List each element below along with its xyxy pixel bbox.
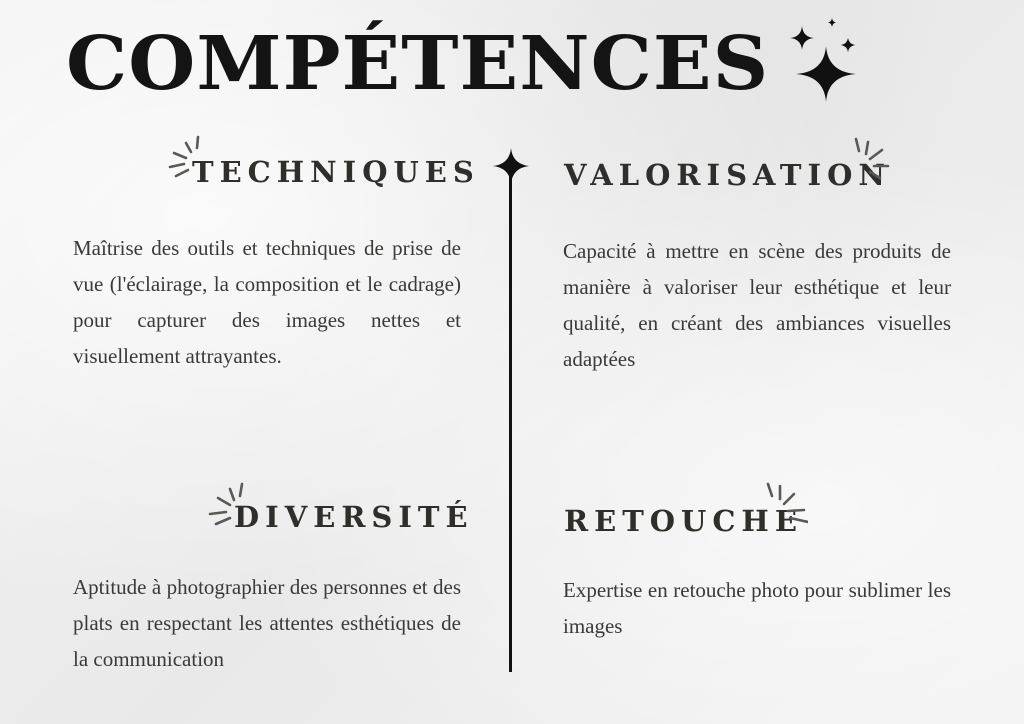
heading-diversite: DIVERSITÉ xyxy=(234,500,474,534)
heading-valorisation: VALORISATION xyxy=(564,158,891,192)
burst-lines-icon xyxy=(764,482,808,526)
vertical-divider xyxy=(509,170,512,672)
paragraph-techniques: Maîtrise des outils et techniques de prise de vue (l'éclairage, la composition et le cadrage) pour capturer des images nettes et visuellement attrayantes. xyxy=(73,236,461,368)
heading-retouche: RETOUCHE xyxy=(564,504,803,538)
paragraph-valorisation: Capacité à mettre en scène des produits de manière à valoriser leur esthétique et leur qualité, en créant des ambiances visuelles adaptées xyxy=(563,239,951,371)
burst-lines-icon xyxy=(850,136,894,180)
four-point-star-icon xyxy=(493,148,529,184)
heading-techniques: TECHNIQUES xyxy=(192,155,480,189)
sparkles-icon xyxy=(786,16,866,106)
page-title: COMPÉTENCES xyxy=(66,21,770,107)
paragraph-diversite: Aptitude à photographier des personnes et des plats en respectant les attentes esthétiques de la communication xyxy=(73,575,461,671)
paragraph-retouche: Expertise en retouche photo pour sublimer les images xyxy=(563,578,951,638)
